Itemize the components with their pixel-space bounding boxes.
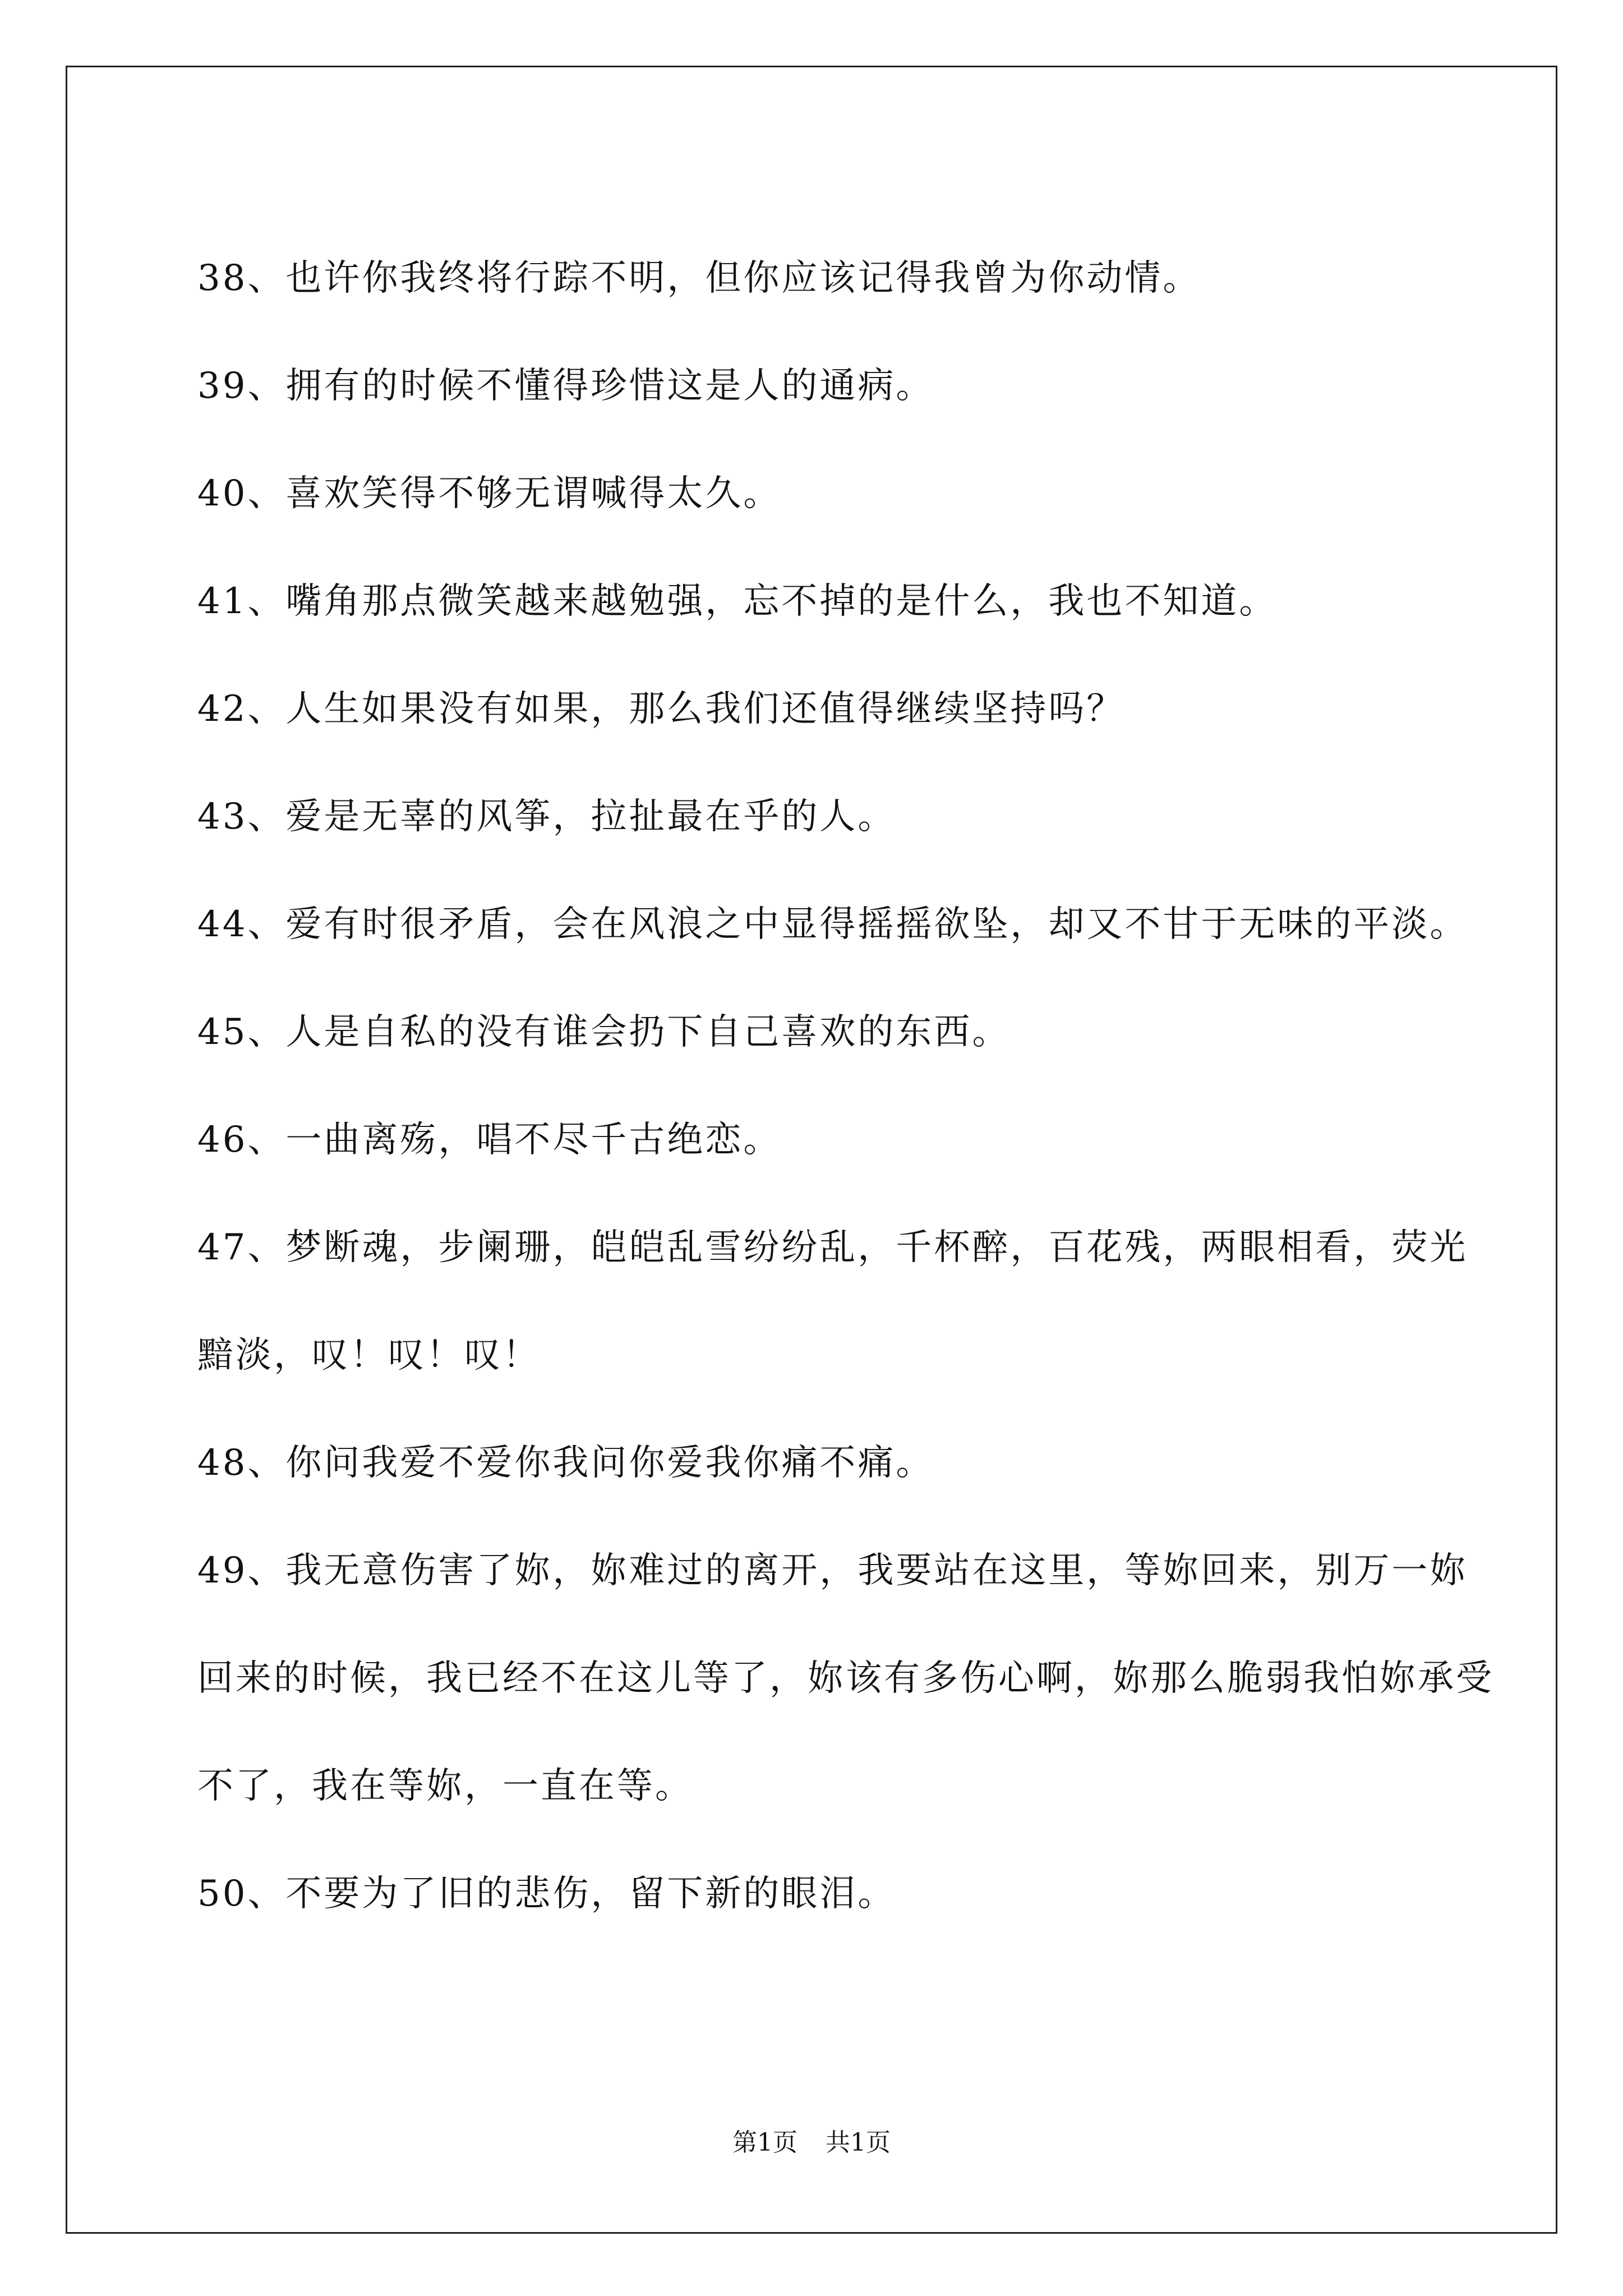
paragraph-45: 45、人是自私的没有谁会扔下自己喜欢的东西。 bbox=[197, 1011, 1011, 1053]
paragraph-43: 43、爱是无辜的风筝，拉扯最在乎的人。 bbox=[197, 796, 896, 838]
paragraph-50: 50、不要为了旧的悲伤，留下新的眼泪。 bbox=[197, 1873, 896, 1915]
paragraph-42: 42、人生如果没有如果，那么我们还值得继续坚持吗？ bbox=[197, 688, 1125, 730]
paragraph-41: 41、嘴角那点微笑越来越勉强，忘不掉的是什么，我也不知道。 bbox=[197, 581, 1278, 622]
paragraph-48: 48、你问我爱不爱你我问你爱我你痛不痛。 bbox=[197, 1442, 934, 1484]
page-footer bbox=[0, 2126, 1623, 2160]
paragraph-40: 40、喜欢笑得不够无谓喊得太久。 bbox=[197, 473, 782, 514]
paragraph-38: 38、也许你我终将行踪不明，但你应该记得我曾为你动情。 bbox=[197, 257, 1201, 299]
paragraph-49: 49、我无意伤害了妳，妳难过的离开，我要站在这里，等妳回来，别万一妳回来的时候，我已经不在这儿等了，妳该有多伤心啊，妳那么脆弱我怕妳承受不了，我在等妳，一直在等。 bbox=[197, 1550, 1494, 1807]
page-number: 第1页 bbox=[732, 2128, 797, 2157]
paragraph-46: 46、一曲离殇，唱不尽千古绝恋。 bbox=[197, 1119, 782, 1161]
page-total: 共1页 bbox=[826, 2128, 891, 2157]
paragraph-47: 47、梦断魂，步阑珊，皑皑乱雪纷纷乱，千杯醉，百花残，两眼相看，荧光黯淡，叹！叹！叹！ bbox=[197, 1227, 1468, 1376]
paragraph-44: 44、爱有时很矛盾，会在风浪之中显得摇摇欲坠，却又不甘于无味的平淡。 bbox=[197, 904, 1468, 945]
paragraph-39: 39、拥有的时候不懂得珍惜这是人的通病。 bbox=[197, 365, 934, 407]
document-body bbox=[197, 224, 1498, 1948]
